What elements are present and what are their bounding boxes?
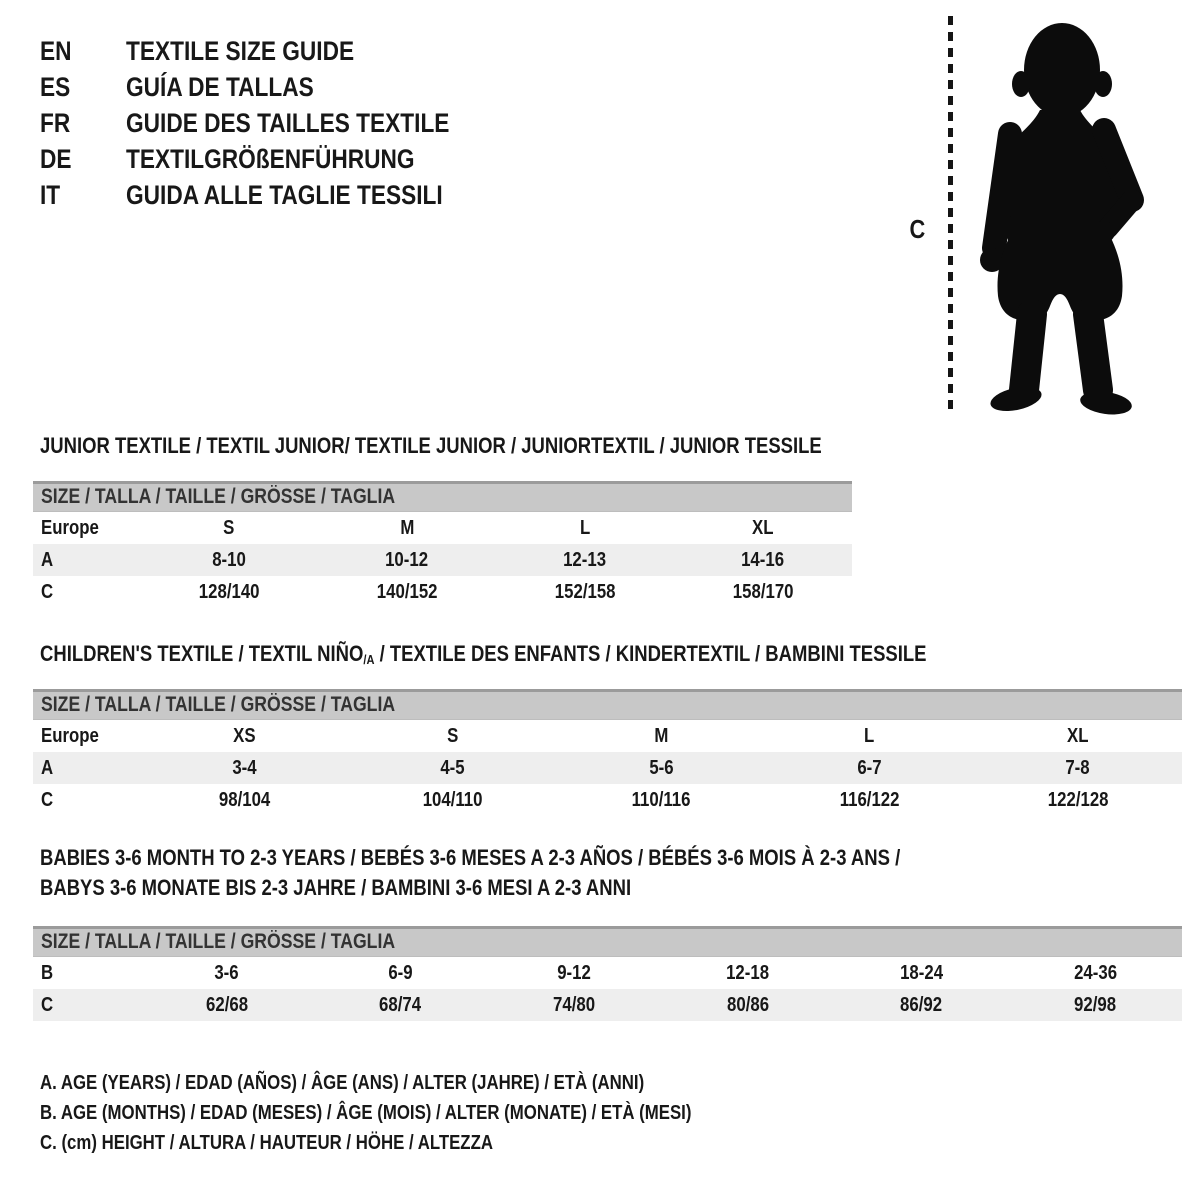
size-cell [314, 994, 488, 1017]
language-code-text: EN [40, 35, 72, 66]
row-label-text: C [41, 993, 54, 1016]
row-label-text: A [41, 756, 54, 779]
size-cell-text: 7-8 [1065, 756, 1090, 779]
size-cell-text: 14-16 [741, 548, 785, 571]
legend-line-text: C. (cm) HEIGHT / ALTURA / HAUTEUR / HÖHE / ALTEZZA [40, 1132, 493, 1154]
size-cell-text: 12-18 [726, 961, 770, 984]
size-cell-text: 74/80 [553, 993, 596, 1016]
language-code-text: DE [40, 143, 72, 174]
size-header-bar [33, 926, 1182, 957]
size-cell-text: 24-36 [1073, 961, 1117, 984]
size-cell-text: 98/104 [218, 788, 270, 811]
language-code-text: ES [40, 71, 71, 102]
row-label-text: Europe [41, 516, 99, 539]
guide-title-text: GUIDE DES TAILLES TEXTILE [126, 107, 450, 138]
size-cell-text: L [864, 724, 875, 747]
guide-title-text: TEXTILE SIZE GUIDE [126, 35, 355, 66]
size-cell-text: 116/122 [839, 788, 900, 811]
size-cell-text: 10-12 [385, 548, 429, 571]
legend-line [40, 1098, 816, 1128]
legend [40, 1068, 816, 1158]
section-heading-line [40, 843, 1064, 873]
size-cell-text: XS [232, 724, 256, 747]
size-cell-text: 140/152 [376, 580, 438, 603]
size-cell [1008, 962, 1182, 985]
size-cell-text: L [579, 516, 591, 539]
size-cell-text: M [399, 516, 414, 539]
size-cell [487, 994, 661, 1017]
row-label-text: C [41, 788, 54, 811]
section-heading [40, 843, 1064, 903]
size-cell [314, 962, 488, 985]
size-header-text: SIZE / TALLA / TAILLE / GRÖSSE / TAGLIA [41, 693, 396, 716]
heading-part: / TEXTILE DES ENFANTS / KINDERTEXTIL / BAMBINI TESSILE [374, 641, 927, 666]
heading-subscript: /A [363, 651, 375, 667]
size-cell-text: 158/170 [732, 580, 794, 603]
section-heading-line [40, 873, 1064, 903]
language-code-text: FR [40, 107, 71, 138]
legend-line [40, 1128, 816, 1158]
size-cell-text: 9-12 [557, 961, 591, 984]
size-cell-text: 6-9 [388, 961, 413, 984]
row-label-text: A [41, 548, 54, 571]
row-label [33, 962, 140, 985]
size-cell-text: S [446, 724, 459, 747]
size-cell-text: M [653, 724, 668, 747]
legend-line [40, 1068, 816, 1098]
measure-label-text: C [909, 214, 926, 244]
heading-part: BABYS 3-6 MONATE BIS 2-3 JAHRE / BAMBINI 3-6 MESI A 2-3 ANNI [40, 875, 632, 900]
size-cell [1008, 994, 1182, 1017]
table-row [33, 957, 1182, 989]
size-cell-text: XL [752, 516, 774, 539]
size-cell-text: 18-24 [899, 961, 943, 984]
size-cell-text: 4-5 [440, 756, 465, 779]
size-header-text: SIZE / TALLA / TAILLE / GRÖSSE / TAGLIA [41, 485, 396, 508]
size-cell [661, 962, 835, 985]
section-heading-text [40, 843, 900, 873]
row-label-text: B [41, 961, 54, 984]
size-cell [140, 962, 314, 985]
heading-part: BABIES 3-6 MONTH TO 2-3 YEARS / BEBÉS 3-6 MESES A 2-3 AÑOS / BÉBÉS 3-6 MOIS À 2-3 ANS / [40, 845, 901, 870]
legend-line-text: B. AGE (MONTHS) / EDAD (MESES) / ÂGE (MOIS) / ALTER (MONATE) / ETÀ (MESI) [40, 1102, 692, 1124]
row-label-text: C [41, 580, 54, 603]
table-row [33, 989, 1182, 1021]
size-cell-text: 8-10 [212, 548, 246, 571]
section-heading-text [40, 873, 631, 903]
size-cell-text: 110/116 [631, 788, 691, 811]
size-cell-text: 62/68 [205, 993, 248, 1016]
size-table [33, 957, 1182, 1021]
size-cell-text: 152/158 [554, 580, 616, 603]
guide-title-text: GUÍA DE TALLAS [126, 71, 314, 102]
row-label-text: Europe [41, 724, 99, 747]
size-cell-text: 86/92 [900, 993, 943, 1016]
size-cell-text: 80/86 [726, 993, 769, 1016]
size-cell-text: 5-6 [648, 756, 674, 779]
size-cell-text: 68/74 [379, 993, 422, 1016]
heading-part: JUNIOR TEXTILE / TEXTIL JUNIOR/ TEXTILE JUNIOR / JUNIORTEXTIL / JUNIOR TESSILE [40, 433, 822, 458]
size-cell-text: 12-13 [563, 548, 607, 571]
language-code-text: IT [40, 179, 61, 210]
size-cell-text: 128/140 [198, 580, 260, 603]
size-cell [661, 994, 835, 1017]
size-cell-text: XL [1067, 724, 1089, 747]
heading-part: CHILDREN'S TEXTILE / TEXTIL NIÑO [40, 641, 364, 666]
size-cell-text: 3-6 [214, 961, 239, 984]
size-cell [140, 994, 314, 1017]
guide-title-text: TEXTILGRÖßENFÜHRUNG [126, 143, 415, 174]
size-cell-text: 104/110 [422, 788, 483, 811]
row-label [33, 994, 140, 1017]
size-cell [487, 962, 661, 985]
size-cell-text: 92/98 [1074, 993, 1117, 1016]
legend-line-text: A. AGE (YEARS) / EDAD (AÑOS) / ÂGE (ANS) / ALTER (JAHRE) / ETÀ (ANNI) [40, 1072, 645, 1094]
size-cell-text: S [223, 516, 235, 539]
guide-title-text: GUIDA ALLE TAGLIE TESSILI [126, 179, 443, 210]
size-header-text: SIZE / TALLA / TAILLE / GRÖSSE / TAGLIA [41, 930, 396, 953]
size-cell-text: 3-4 [232, 756, 257, 779]
size-cell-text: 122/128 [1047, 788, 1109, 811]
size-cell [835, 962, 1009, 985]
size-cell [835, 994, 1009, 1017]
size-cell-text: 6-7 [857, 756, 882, 779]
